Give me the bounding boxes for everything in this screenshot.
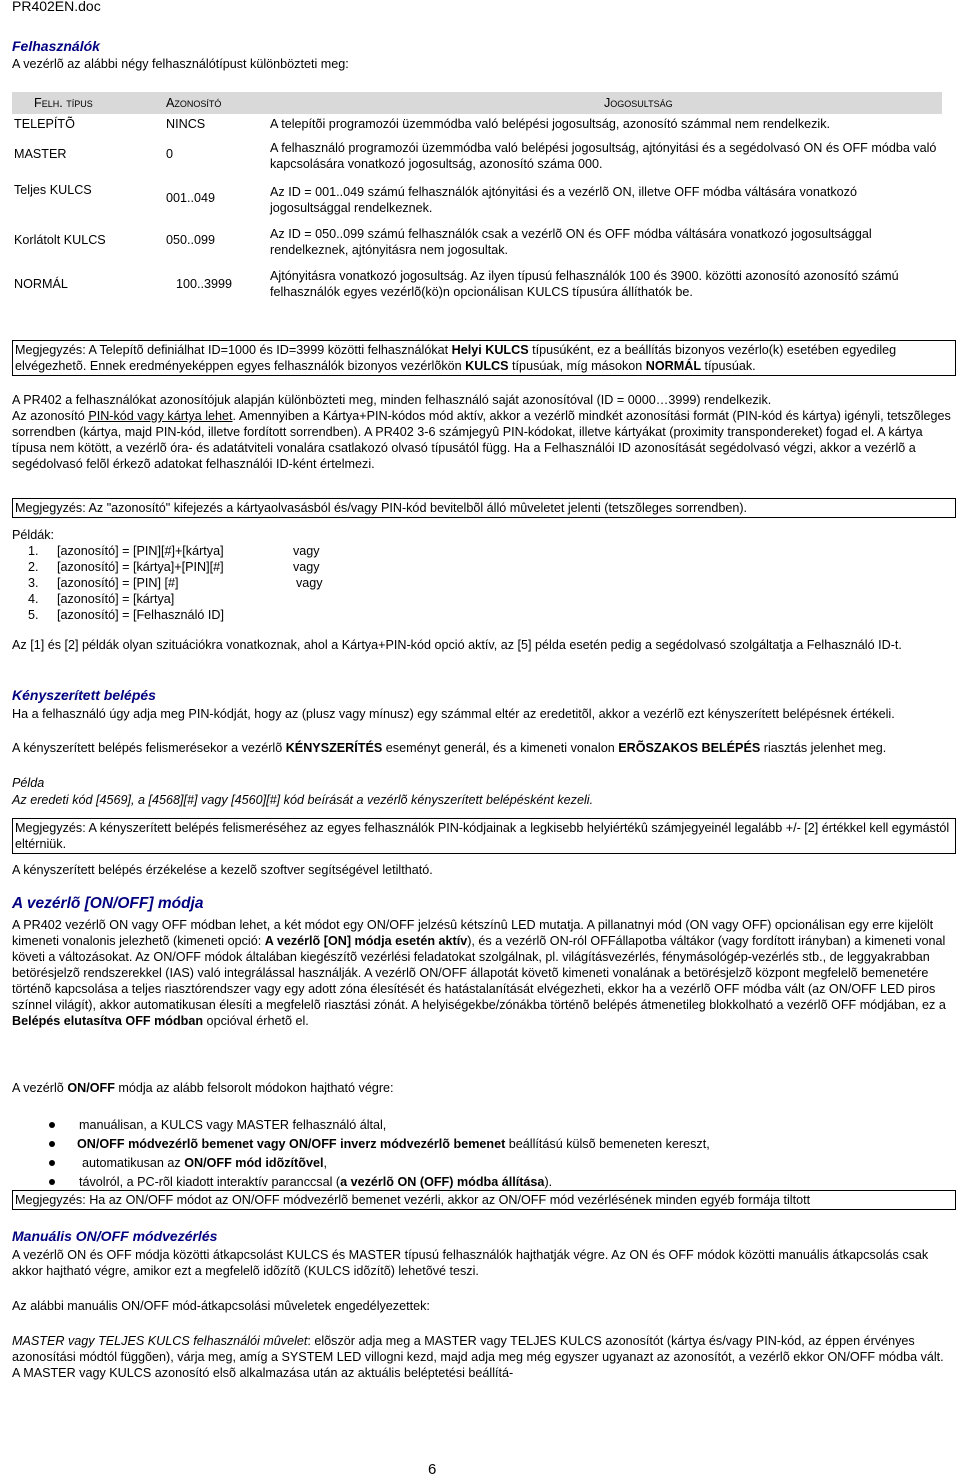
list-item: távolról, a PC-rõl kiadott interaktív paranccsal (a vezérlõ ON (OFF) módba állítása). <box>12 1174 952 1193</box>
table-row <box>12 138 942 178</box>
cell-type: TELEPÍTÕ <box>14 117 75 131</box>
cell-type: Teljes KULCS <box>14 183 92 197</box>
forced-para2: A kényszerített belépés felismerésekor a vezérlõ KÉNYSZERÍTÉS eseményt generál, és a kimeneti vonalon ERÕSZAKOS BELÉPÉS riasztás jelenhet meg. <box>12 741 887 755</box>
header-rights: Jogosultság <box>268 92 942 114</box>
forced-example-label: Példa <box>12 776 45 790</box>
note-identifier: Megjegyzés: Az "azonosító" kifejezés a kártyaolvasásból és/vagy PIN-kód bevitelbõl álló mûveletet jelenti (tetszõleges sorrendben). <box>12 498 956 518</box>
header-id: Azonosító <box>164 92 268 114</box>
forced-para3: A kényszerített belépés érzékelése a kezelõ szoftver segítségével letiltható. <box>12 863 433 877</box>
bullet-icon <box>49 1179 55 1185</box>
manual-para2: Az alábbi manuális ON/OFF mód-átkapcsolási mûveletek engedélyezettek: <box>12 1299 430 1313</box>
manual-heading: Manuális ON/OFF módvezérlés <box>12 1228 218 1244</box>
list-item: 4. [azonosító] = [kártya] <box>42 591 952 607</box>
bullet-icon <box>49 1141 55 1147</box>
identification-paragraph: A PR402 a felhasználókat azonosítójuk alapján különbözteti meg, minden felhasználó saját azonosítóval (ID = 0000…3999) rendelkezik. Az azonosító PIN-kód vagy kártya lehet. Amennyiben a Kártya+PIN-kódos mód aktív, akkor a vezérlõ mindkét azonosítási formát (PIN-kód és kártya) igényli, tetszõleges sorrendben (kártya, majd PIN-kód, illetve fordított sorrendben). A PR402 3-6 számjegyû PIN-kódokat, illetve kártyákat (proximity transpondereket) fogad el. A kártya típusa nem kötött, a vezérlõ óra- és adatátviteli vonalára csatlakozó olvasó típusától függ. Ha a Felhasználói ID azonosítását segédolvasó végzi, akkor a vezérlõ a segédolvasó felõl érkezõ adatokat felhasználói ID-ként értelmezi. <box>12 393 951 471</box>
cell-right: Az ID = 050..099 számú felhasználók csak a vezérlõ ON és OFF módba váltására vonatkozó jogosultsággal rendelkeznek, ajtónyitásra nem jogosultak. <box>270 227 872 257</box>
cell-id: 050..099 <box>166 233 216 247</box>
cell-id: NINCS <box>166 117 206 131</box>
cell-right: Ajtónyitásra vonatkozó jogosultság. Az ilyen típusú felhasználók 100 és 3900. közötti azonosító azonosító számú felhasználók egyes vezérlõ(kö)n opcionálisan KULCS típusúra állíthatók be. <box>270 269 899 299</box>
onoff-para1: A PR402 vezérlõ ON vagy OFF módban lehet, a két módot egy ON/OFF jelzésû kétszínû LED mutatja. A pillanatnyi mód (ON vagy OFF) opcionálisan egy erre kijelölt kimeneti vonalonis jelezhetõ (kimeneti opció: A vezérlõ [ON] módja esetén aktív), és a vezérlõ ON-ról OFFállapotba váltákor (vagy fordított irányban) a kimeneti vonal követi a változásokat. Az ON/OFF módok általában kiegészítõ vezérlési feladatokat szolgálnak, pl. világításvezérlés, fénymásológép-vezérlés stb., de leggyakrabban betörésjelzõ rendszerekkel (IAS) való integrálással használják. A vezérlõ ON/OFF állapotát követõ kimeneti vonalának a betörésjelzõ központ megfelelõ bemenetére történõ kapcsolása a teljes riasztórendszer vagy egy adott zóna élesítését és hatástalanítását elvégezheti, ekkor ha a vezérlõ OFF módba vált (az ON/OFF LED piros színnel világít), akkor automatikusan élesíti a megfelelõ riasztási zónát. A helyiségekbe/zónákba történõ belépés átmenetileg blokkolható a vezérlõ OFF módjában, ez a Belépés elutasítva OFF módban opcióval érhetõ el. <box>12 918 946 1028</box>
table-row <box>12 178 942 220</box>
list-item: 3. [azonosító] = [PIN] [#] vagy <box>42 575 952 591</box>
list-item: 1. [azonosító] = [PIN][#]+[kártya] vagy <box>42 543 952 559</box>
list-item: 5. [azonosító] = [Felhasználó ID] <box>42 607 952 623</box>
forced-para1: Ha a felhasználó úgy adja meg PIN-kódját, hogy az (plusz vagy mínusz) egy számmal eltér az eredetitõl, akkor a vezérlõ ezt kényszerített belépésnek értékeli. <box>12 707 895 721</box>
examples-list <box>12 543 952 623</box>
list-item: ON/OFF módvezérlõ bemenet vagy ON/OFF inverz módvezérlõ bemenet beállítású külsõ bemeneten kereszt, <box>12 1136 952 1155</box>
note-local-key: Megjegyzés: A Telepítõ definiálhat ID=1000 és ID=3999 közötti felhasználókat Helyi KULCS típusúként, ez a beállítás bizonyos vezérlo(k) esetében egyedileg elvégezhetõ. Ennek eredményeképpen egyes felhasználók bizonyos vezérlõkön KULCS típusúak, míg másokon NORMÁL típusúak. <box>12 340 956 376</box>
examples-label: Példák: <box>12 528 55 542</box>
manual-para3: MASTER vagy TELJES KULCS felhasználói mûvelet: elõször adja meg a MASTER vagy TELJES KULCS azonosítót (kártya és/vagy PIN-kód, az éppen érvényes azonosítási módtól függõen), várja meg, amíg a SYSTEM LED villogni kezd, majd adja meg még egyszer ugyanazt az azonosítót, a vezérlõ ekkor ON/OFF módba vált. A MASTER vagy KULCS azonosító elsõ alkalmazása után az aktuális beléptetési beállítá- <box>12 1334 944 1380</box>
bullet-icon <box>49 1160 55 1166</box>
note-onoff: Megjegyzés: Ha az ON/OFF módot az ON/OFF módvezérlõ bemenet vezérli, akkor az ON/OFF mód vezérlésének minden egyéb formája tiltott <box>12 1190 956 1210</box>
onoff-para2: A vezérlõ ON/OFF módja az alább felsorolt módokon hajtható végre: <box>12 1081 394 1095</box>
examples-explanation: Az [1] és [2] példák olyan szituációkra vonatkoznak, ahol a Kártya+PIN-kód opció aktív, az [5] példa esetén pedig a segédolvasó szolgáltatja a Felhasználó ID-t. <box>12 638 902 652</box>
user-types-table <box>12 92 942 306</box>
users-heading: Felhasználók <box>12 38 100 54</box>
cell-type: MASTER <box>14 147 67 161</box>
cell-right: Az ID = 001..049 számú felhasználók ajtónyitási és a vezérlõ ON, illetve OFF módba váltására vonatkozó jogosultsággal rendelkeznek. <box>270 185 857 215</box>
onoff-heading: A vezérlõ [ON/OFF] módja <box>12 895 204 912</box>
users-intro: A vezérlõ az alábbi négy felhasználótípust különbözteti meg: <box>12 57 349 71</box>
onoff-methods-list <box>12 1117 952 1193</box>
header-type: Felh. típus <box>12 92 164 114</box>
table-row <box>12 266 942 306</box>
cell-id: 001..049 <box>166 191 216 205</box>
forced-example-text: Az eredeti kód [4569], a [4568][#] vagy [4560][#] kód beírását a vezérlõ kényszerített belépésként kezeli. <box>12 793 594 807</box>
examples-block <box>12 527 952 623</box>
table-row <box>12 220 942 266</box>
page-number: 6 <box>428 1461 437 1478</box>
table-row <box>12 114 942 138</box>
forced-entry-heading: Kényszerített belépés <box>12 687 156 703</box>
cell-id: 0 <box>166 147 174 161</box>
note-forced: Megjegyzés: A kényszerített belépés felismeréséhez az egyes felhasználók PIN-kódjainak a legkisebb helyiértékû számjegyeinél legalább +/- [2] értékkel kell egymástól eltérniük. <box>12 818 956 854</box>
cell-id: 100..3999 <box>176 277 233 291</box>
cell-right: A felhasználó programozói üzemmódba való belépési jogosultság, ajtónyitási és a segédolvasó ON és OFF módba való kapcsolására vonatkozó jogosultság, azonosító száma 000. <box>270 141 937 171</box>
cell-right: A telepítõi programozói üzemmódba való belépési jogosultság, azonosító számmal nem rendelkezik. <box>270 117 831 131</box>
list-item: automatikusan az ON/OFF mód idõzítõvel, <box>12 1155 952 1174</box>
list-item: manuálisan, a KULCS vagy MASTER felhasználó által, <box>12 1117 952 1136</box>
document-title: PR402EN.doc <box>12 0 101 14</box>
cell-type: Korlátolt KULCS <box>14 233 106 247</box>
table-header-row <box>12 92 942 114</box>
bullet-icon <box>49 1122 55 1128</box>
manual-para1: A vezérlõ ON és OFF módja közötti átkapcsolást KULCS és MASTER típusú felhasználók hajthatják végre. Az ON és OFF módok közötti manuális átkapcsolás csak akkor hajtható végre, amikor ezt a megfelelõ idõzítõ (KULCS idõzítõ) lehetõvé teszi. <box>12 1248 929 1278</box>
cell-type: NORMÁL <box>14 277 68 291</box>
list-item: 2. [azonosító] = [kártya]+[PIN][#] vagy <box>42 559 952 575</box>
